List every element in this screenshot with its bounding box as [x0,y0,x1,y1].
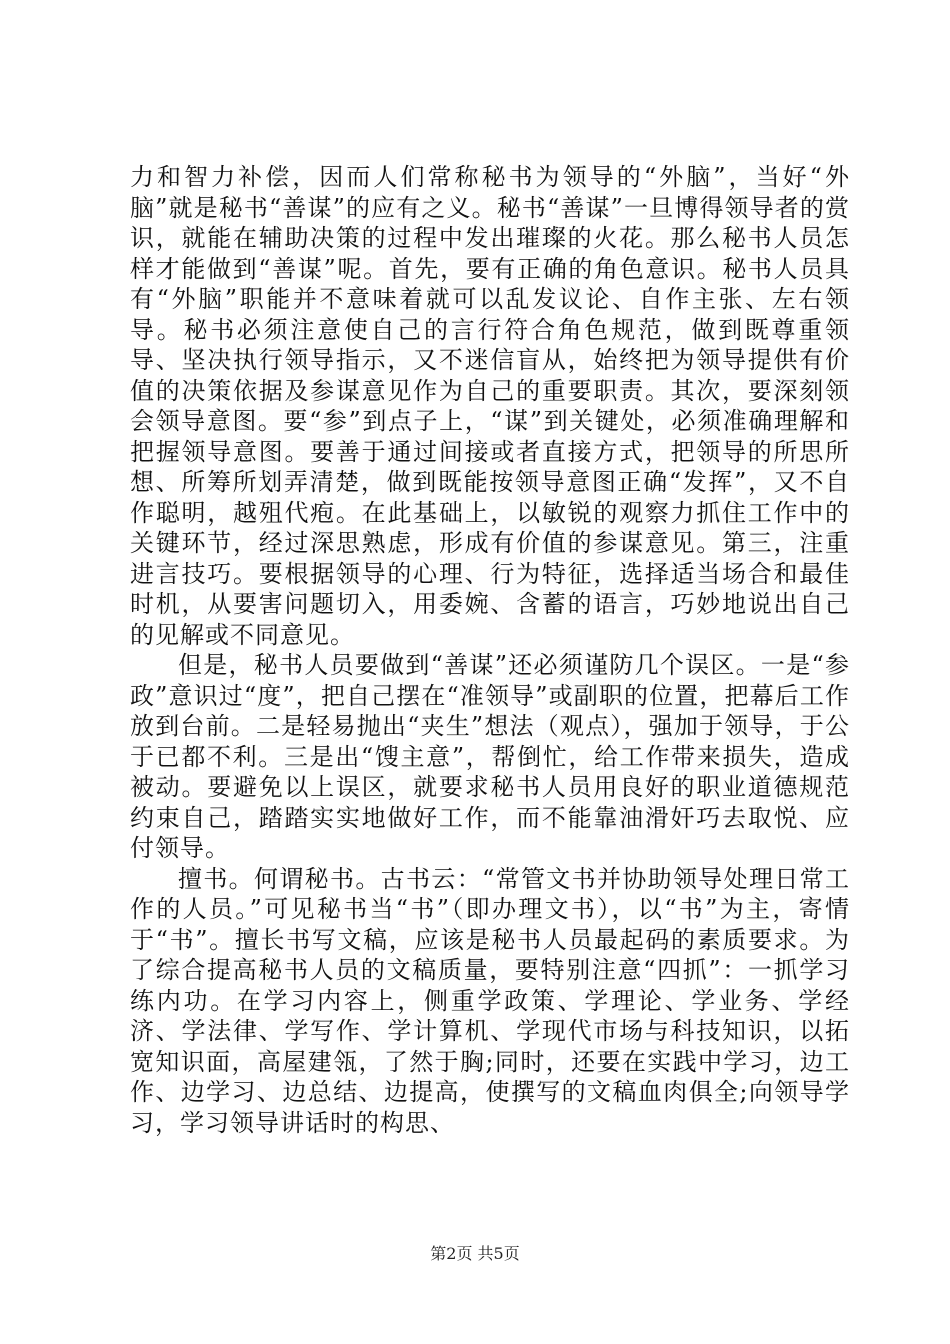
document-body [130,162,850,1138]
page-footer: 第2页 共5页 [430,1244,520,1263]
paragraph-writing-skill: 擅书。何谓秘书。古书云：“常管文书并协助领导处理日常工作的人员。”可见秘书当“书”（即办理文书），以“书”为主，寄情于“书”。擅长书写文稿，应该是秘书人员最起码的素质要求。为了综合提高秘书人员的文稿质量，要特别注意“四抓”：一抓学习练内功。在学习内容上，侧重学政策、学理论、学业务、学经济、学法律、学写作、学计算机、学现代市场与科技知识，以拓宽知识面，高屋建瓴，了然于胸;同时，还要在实践中学习，边工作、边学习、边总结、边提高，使撰写的文稿血肉俱全;向领导学习，学习领导讲话时的构思、 [130,864,850,1137]
paragraph-continuation: 力和智力补偿，因而人们常称秘书为领导的“外脑”，当好“外脑”就是秘书“善谋”的应有之义。秘书“善谋”一旦博得领导者的赏识，就能在辅助决策的过程中发出璀璨的火花。那么秘书人员怎样才能做到“善谋”呢。首先，要有正确的角色意识。秘书人员具有“外脑”职能并不意味着就可以乱发议论、自作主张、左右领导。秘书必须注意使自己的言行符合角色规范，做到既尊重领导、坚决执行领导指示，又不迷信盲从，始终把为领导提供有价值的决策依据及参谋意见作为自己的重要职责。其次，要深刻领会领导意图。要“参”到点子上，“谋”到关键处，必须准确理解和把握领导意图。要善于通过间接或者直接方式，把领导的所思所想、所筹所划弄清楚，做到既能按领导意图正确“发挥”，又不自作聪明，越殂代疱。在此基础上，以敏锐的观察力抓住工作中的关键环节，经过深思熟虑，形成有价值的参谋意见。第三，注重进言技巧。要根据领导的心理、行为特征，选择适当场合和最佳时机，从要害问题切入，用委婉、含蓄的语言，巧妙地说出自己的见解或不同意见。 [130,163,850,649]
paragraph-misconceptions: 但是，秘书人员要做到“善谋”还必须谨防几个误区。一是“参政”意识过“度”，把自己摆在“准领导”或副职的位置，把幕后工作放到台前。二是轻易抛出“夹生”想法（观点），强加于领导，于公于已都不利。三是出“馊主意”，帮倒忙，给工作带来损失，造成被动。要避免以上误区，就要求秘书人员用良好的职业道德规范约束自己，踏踏实实地做好工作，而不能靠油滑奸巧去取悦、应付领导。 [130,651,850,862]
